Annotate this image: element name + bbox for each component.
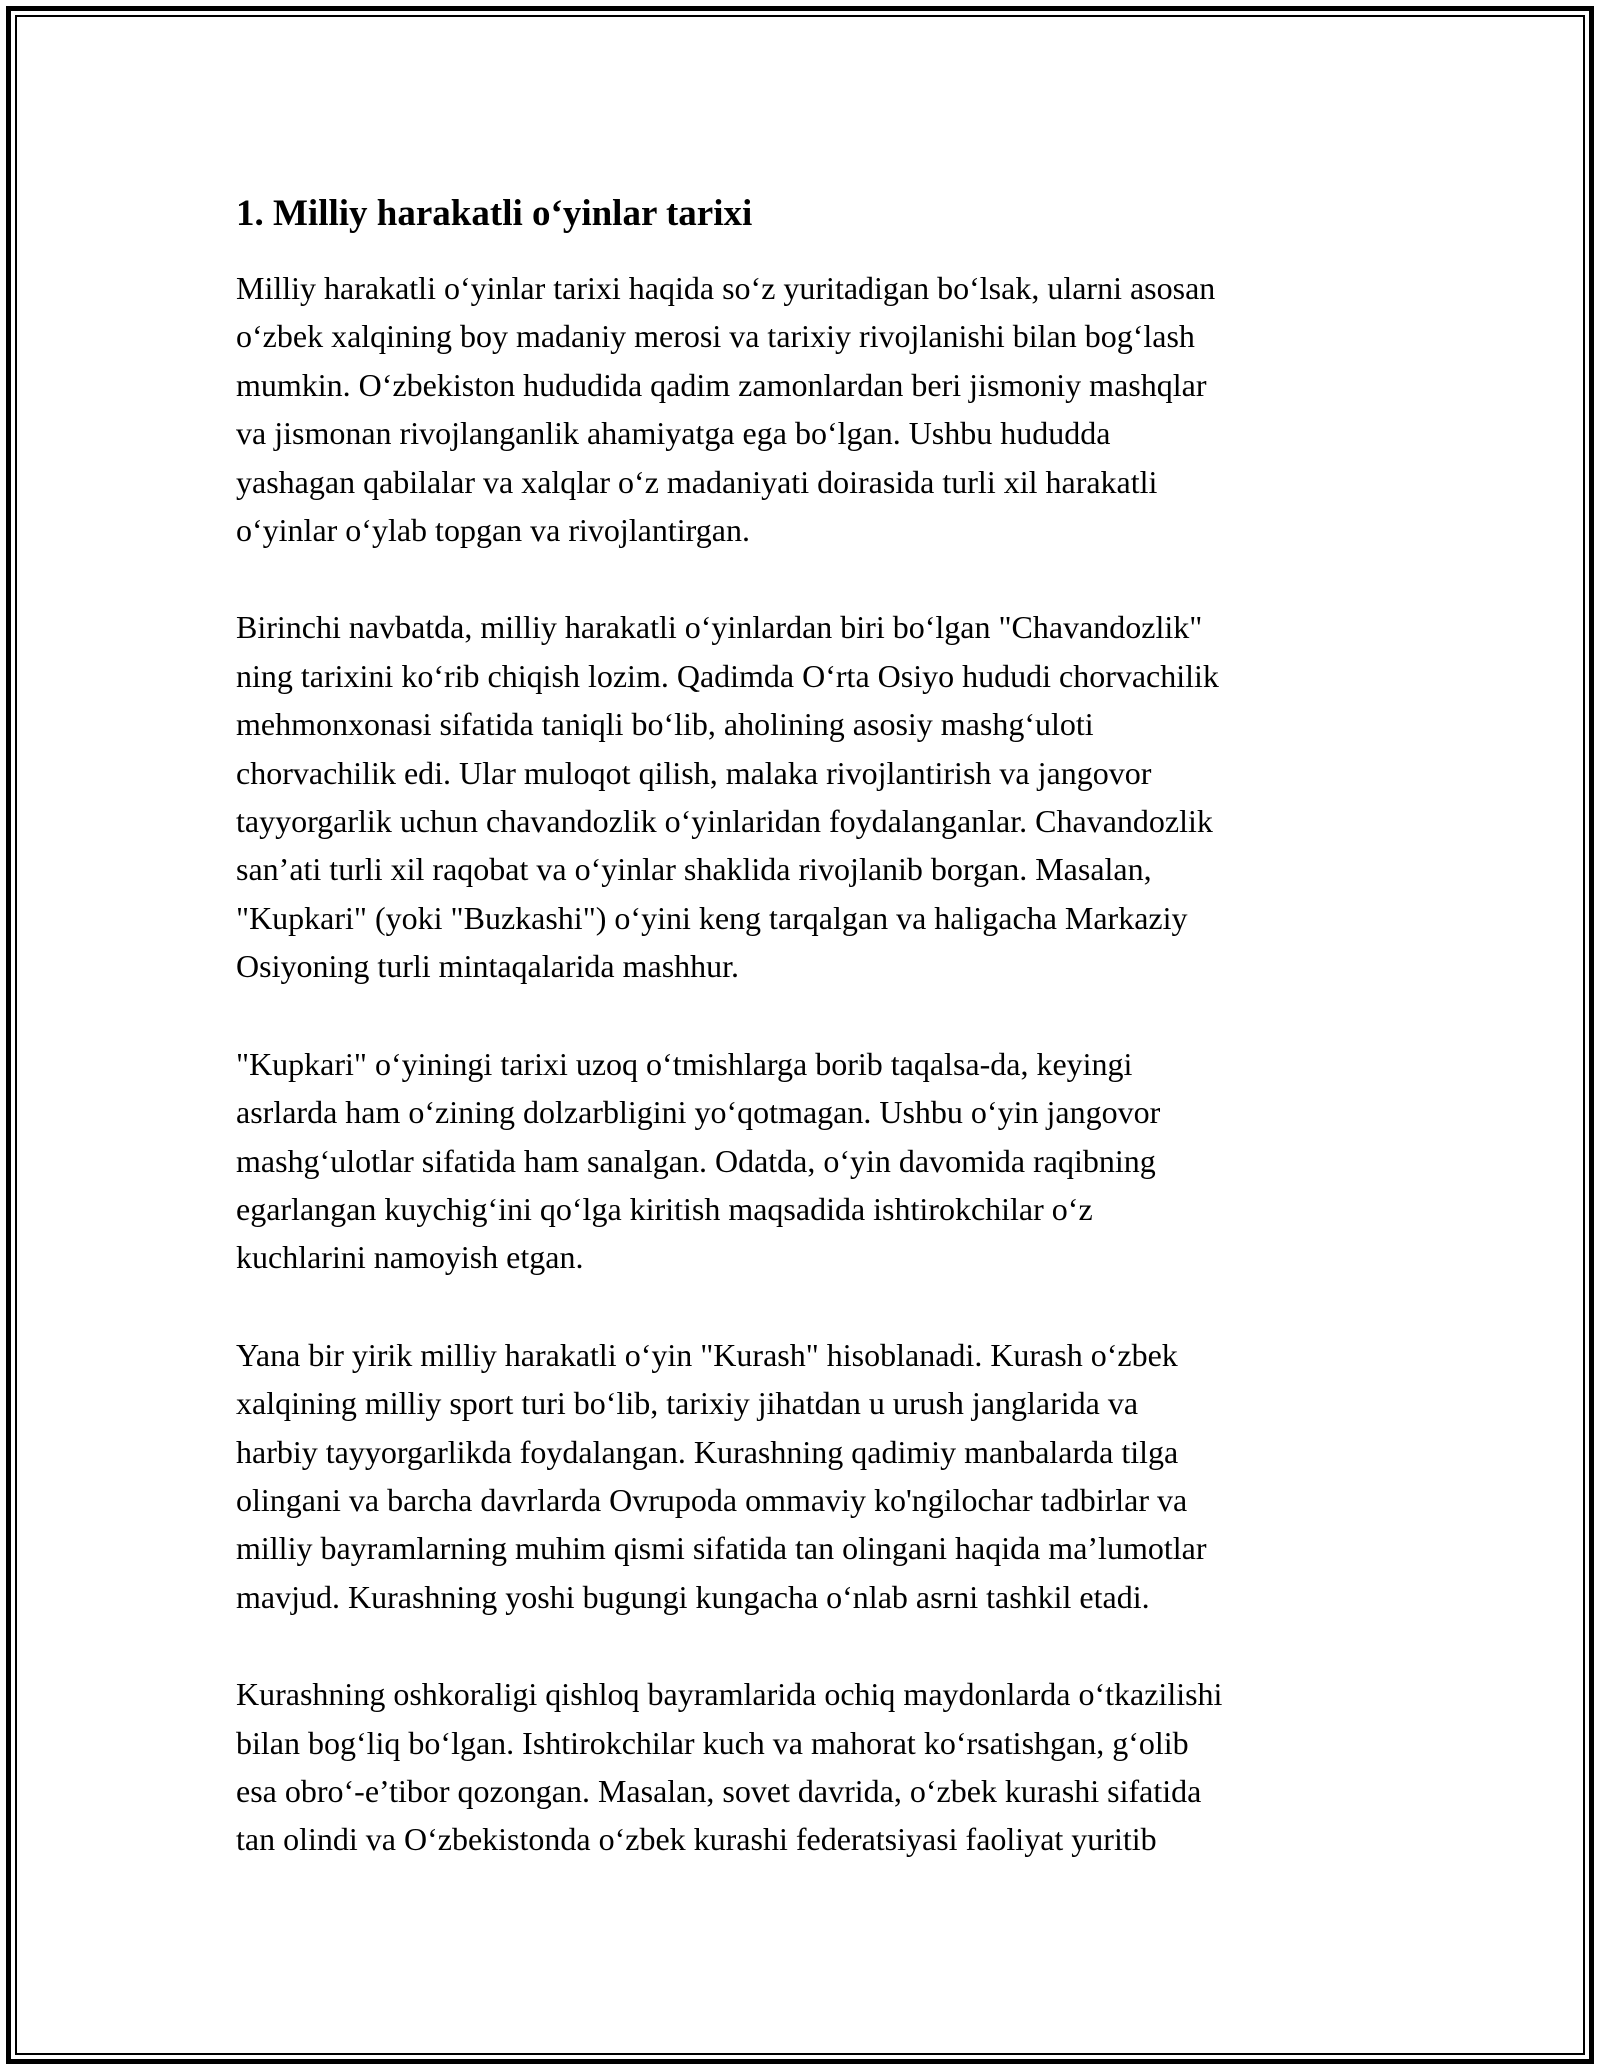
- paragraph-5: [236, 1670, 1386, 1864]
- text-line: Birinchi navbatda, milliy harakatli o‘yinlardan biri bo‘lgan "Chavandozlik": [236, 609, 1203, 646]
- text-line: harbiy tayyorgarlikda foydalangan. Kurashning qadimiy manbalarda tilga: [236, 1433, 1179, 1470]
- text-line: Kurashning oshkoraligi qishloq bayramlarida ochiq maydonlarda o‘tkazilishi: [236, 1676, 1223, 1713]
- document-body: [236, 186, 1386, 1913]
- text-line: kuchlarini namoyish etgan.: [236, 1239, 584, 1276]
- section-heading: 1. Milliy harakatli o‘yinlar tarixi: [236, 193, 753, 234]
- text-line: "Kupkari" (yoki "Buzkashi") o‘yini keng tarqalgan va haligacha Markaziy: [236, 899, 1188, 936]
- text-line: bilan bog‘liq bo‘lgan. Ishtirokchilar kuch va mahorat ko‘rsatishgan, g‘olib: [236, 1724, 1189, 1761]
- paragraph-4: [236, 1331, 1386, 1621]
- text-line: o‘yinlar o‘ylab topgan va rivojlantirgan.: [236, 512, 750, 549]
- paragraph-3: [236, 1040, 1386, 1282]
- text-line: egarlangan kuychig‘ini qo‘lga kiritish maqsadida ishtirokchilar o‘z: [236, 1190, 1093, 1227]
- paragraph-2: [236, 603, 1386, 990]
- text-line: yashagan qabilalar va xalqlar o‘z madaniyati doirasida turli xil harakatli: [236, 463, 1158, 500]
- text-line: va jismonan rivojlanganlik ahamiyatga ega bo‘lgan. Ushbu hududda: [236, 415, 1111, 452]
- text-line: san’ati turli xil raqobat va o‘yinlar shaklida rivojlanib borgan. Masalan,: [236, 851, 1152, 888]
- text-line: Yana bir yirik milliy harakatli o‘yin "Kurash" hisoblanadi. Kurash o‘zbek: [236, 1336, 1178, 1373]
- text-line: mashg‘ulotlar sifatida ham sanalgan. Odatda, o‘yin davomida raqibning: [236, 1142, 1156, 1179]
- text-line: chorvachilik edi. Ular muloqot qilish, malaka rivojlantirish va jangovor: [236, 754, 1152, 791]
- text-line: xalqining milliy sport turi bo‘lib, tarixiy jihatdan u urush janglarida va: [236, 1385, 1139, 1422]
- text-line: asrlarda ham o‘zining dolzarbligini yo‘qotmagan. Ushbu o‘yin jangovor: [236, 1094, 1161, 1131]
- text-line: ning tarixini ko‘rib chiqish lozim. Qadimda O‘rta Osiyo hududi chorvachilik: [236, 657, 1219, 694]
- text-line: olingani va barcha davrlarda Ovrupoda ommaviy ko'ngilochar tadbirlar va: [236, 1481, 1188, 1518]
- text-line: milliy bayramlarning muhim qismi sifatida tan olingani haqida ma’lumotlar: [236, 1530, 1207, 1567]
- text-line: "Kupkari" o‘yiningi tarixi uzoq o‘tmishlarga borib taqalsa-da, keyingi: [236, 1045, 1133, 1082]
- text-line: mumkin. O‘zbekiston hududida qadim zamonlardan beri jismoniy mashqlar: [236, 366, 1207, 403]
- text-line: Milliy harakatli o‘yinlar tarixi haqida so‘z yuritadigan bo‘lsak, ularni asosan: [236, 270, 1216, 306]
- text-line: tan olindi va O‘zbekistonda o‘zbek kurashi federatsiyasi faoliyat yuritib: [236, 1821, 1157, 1858]
- paragraph-1: [236, 264, 1386, 554]
- text-line: tayyorgarlik uchun chavandozlik o‘yinlaridan foydalanganlar. Chavandozlik: [236, 803, 1213, 840]
- text-line: mehmonxonasi sifatida taniqli bo‘lib, aholining asosiy mashg‘uloti: [236, 706, 1094, 743]
- text-line: o‘zbek xalqining boy madaniy merosi va tarixiy rivojlanishi bilan bog‘lash: [236, 318, 1195, 355]
- text-line: mavjud. Kurashning yoshi bugungi kungacha o‘nlab asrni tashkil etadi.: [236, 1578, 1150, 1615]
- text-line: esa obro‘-e’tibor qozongan. Masalan, sovet davrida, o‘zbek kurashi sifatida: [236, 1772, 1202, 1809]
- text-line: Osiyoning turli mintaqalarida mashhur.: [236, 948, 740, 985]
